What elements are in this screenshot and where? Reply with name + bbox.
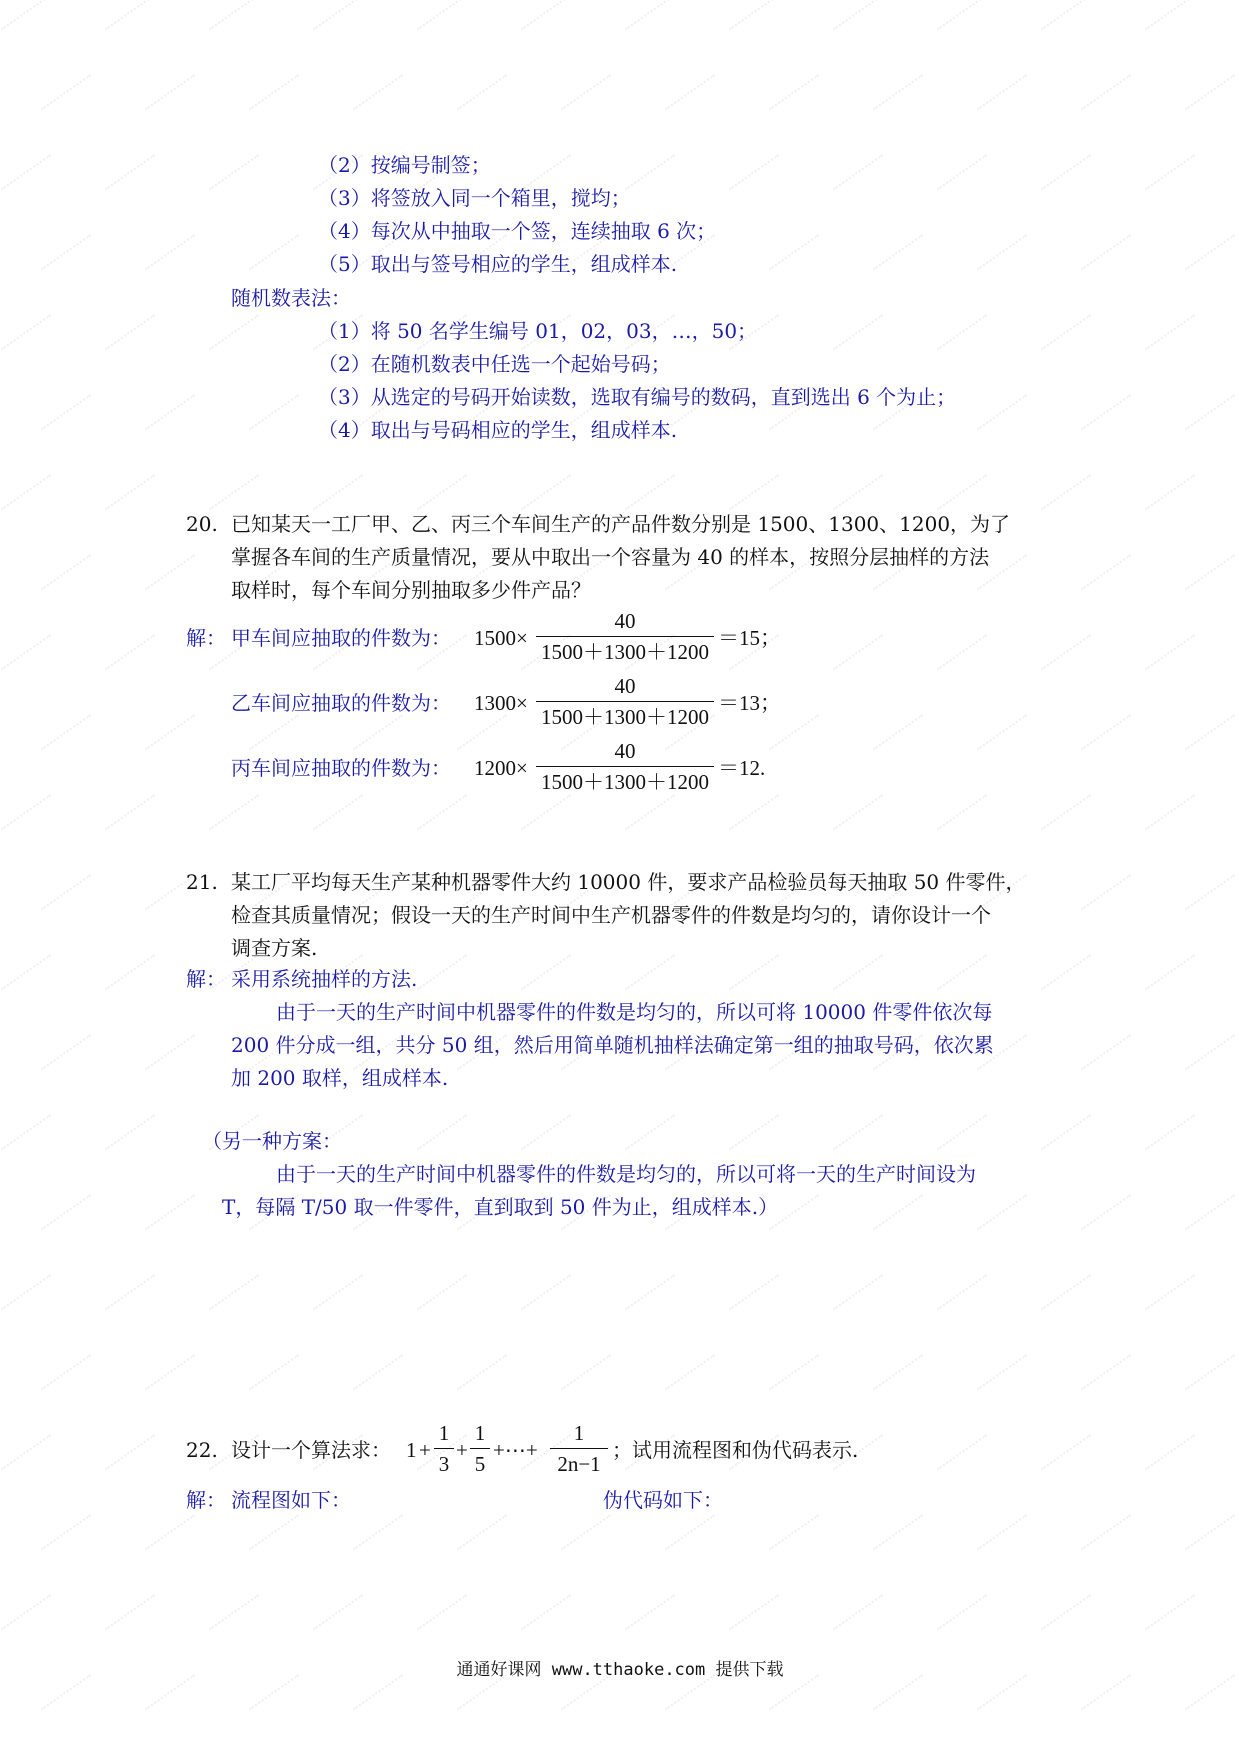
watermark-mark	[625, 794, 683, 842]
watermark-mark	[1, 1434, 59, 1482]
watermark-mark	[833, 794, 891, 842]
watermark-mark	[1185, 1514, 1240, 1562]
watermark-mark	[833, 154, 891, 202]
watermark-mark	[729, 1594, 787, 1642]
watermark-mark	[417, 1114, 475, 1162]
watermark-mark	[1185, 234, 1240, 282]
q20-row-3-fraction	[536, 736, 714, 797]
q20-row-1-fraction	[536, 606, 714, 667]
q20-row-3-denominator: 1500＋1300＋1200	[541, 770, 709, 794]
watermark-mark	[1041, 1274, 1099, 1322]
q22-fraction-1	[434, 1418, 454, 1479]
watermark-mark	[1081, 1194, 1139, 1242]
watermark-mark	[209, 794, 267, 842]
watermark-mark	[1081, 874, 1139, 922]
watermark-mark	[625, 1274, 683, 1322]
watermark-mark	[1081, 1034, 1139, 1082]
q20-row-1-factor: 1500×	[474, 626, 528, 650]
watermark-mark	[1081, 554, 1139, 602]
watermark-mark	[1, 1114, 59, 1162]
watermark-mark	[1185, 874, 1240, 922]
watermark-mark	[1041, 634, 1099, 682]
watermark-mark	[1041, 1114, 1099, 1162]
q22-solution-prefix: 解：	[186, 1488, 226, 1512]
watermark-mark	[457, 74, 515, 122]
watermark-mark	[145, 1354, 203, 1402]
random-step-2: （2）在随机数表中任选一个起始号码；	[318, 352, 671, 376]
lottery-step-4: （4）每次从中抽取一个签，连续抽取 6 次；	[318, 219, 717, 243]
q20-row-2-result: ＝13；	[718, 691, 781, 715]
watermark-mark	[1, 634, 59, 682]
watermark-mark	[457, 1354, 515, 1402]
watermark-mark	[1185, 74, 1240, 122]
q22-prompt: 设计一个算法求：	[231, 1438, 391, 1462]
watermark-mark	[625, 0, 683, 42]
watermark-mark	[977, 1514, 1035, 1562]
q22-term-one: 1	[406, 1438, 417, 1462]
watermark-mark	[353, 1514, 411, 1562]
watermark-mark	[1145, 1594, 1203, 1642]
q20-line-1: 已知某天一工厂甲、乙、丙三个车间生产的产品件数分别是 1500、1300、1200，为了	[231, 512, 1011, 536]
watermark-mark	[145, 1194, 203, 1242]
watermark-mark	[873, 1354, 931, 1402]
q20-row-2-fraction	[536, 671, 714, 732]
watermark-mark	[769, 1514, 827, 1562]
q20-row-2-denominator: 1500＋1300＋1200	[541, 705, 709, 729]
watermark-mark	[1145, 1114, 1203, 1162]
watermark-mark	[1041, 0, 1099, 42]
watermark-mark	[873, 234, 931, 282]
watermark-mark	[417, 954, 475, 1002]
q20-row-1-label: 甲车间应抽取的件数为：	[231, 626, 451, 650]
watermark-mark	[105, 794, 163, 842]
watermark-mark	[833, 0, 891, 42]
q22-fraction-2-numerator: 1	[474, 1421, 486, 1445]
watermark-mark	[1185, 1194, 1240, 1242]
watermark-mark	[1, 1594, 59, 1642]
watermark-mark	[873, 74, 931, 122]
watermark-mark	[145, 554, 203, 602]
q20-line-3: 取样时，每个车间分别抽取多少件产品？	[231, 578, 591, 602]
watermark-mark	[353, 74, 411, 122]
watermark-mark	[1145, 794, 1203, 842]
random-table-title: 随机数表法：	[231, 286, 351, 310]
watermark-mark	[249, 1674, 307, 1722]
watermark-mark	[313, 0, 371, 42]
watermark-mark	[417, 1274, 475, 1322]
watermark-mark	[145, 1034, 203, 1082]
q21-alt-line-2: T，每隔 T/50 取一件零件，直到取到 50 件为止，组成样本.）	[222, 1195, 779, 1219]
watermark-mark	[353, 1354, 411, 1402]
watermark-mark	[1, 1274, 59, 1322]
q20-row-1-result: ＝15；	[718, 626, 781, 650]
q21-solution-first: 采用系统抽样的方法.	[231, 967, 418, 991]
watermark-mark	[769, 714, 827, 762]
watermark-mark	[977, 714, 1035, 762]
watermark-mark	[1185, 1034, 1240, 1082]
watermark-mark	[313, 1594, 371, 1642]
watermark-mark	[417, 1594, 475, 1642]
watermark-mark	[665, 74, 723, 122]
q22-fraction-3-denominator: 2n−1	[557, 1452, 601, 1476]
q22-plus-1: +	[419, 1438, 431, 1462]
watermark-mark	[937, 1274, 995, 1322]
watermark-mark	[249, 1354, 307, 1402]
watermark-mark	[1081, 1354, 1139, 1402]
watermark-mark	[41, 1354, 99, 1402]
watermark-mark	[833, 1274, 891, 1322]
watermark-mark	[249, 234, 307, 282]
watermark-mark	[41, 1674, 99, 1722]
watermark-mark	[1145, 474, 1203, 522]
watermark-mark	[561, 1514, 619, 1562]
watermark-mark	[977, 1194, 1035, 1242]
q20-row-3-result: ＝12.	[718, 756, 766, 780]
watermark-mark	[729, 794, 787, 842]
q22-fraction-1-numerator: 1	[438, 1421, 450, 1445]
watermark-mark	[937, 634, 995, 682]
watermark-mark	[937, 1114, 995, 1162]
watermark-mark	[145, 74, 203, 122]
watermark-mark	[1081, 714, 1139, 762]
watermark-mark	[249, 74, 307, 122]
watermark-mark	[665, 1674, 723, 1722]
q20-row-2-numerator: 40	[614, 674, 636, 698]
watermark-mark	[561, 74, 619, 122]
watermark-mark	[41, 714, 99, 762]
lottery-step-2: （2）按编号制签；	[318, 153, 491, 177]
watermark-mark	[145, 394, 203, 442]
watermark-mark	[873, 1514, 931, 1562]
watermark-mark	[521, 0, 579, 42]
q20-row-2-factor: 1300×	[474, 691, 528, 715]
watermark-mark	[665, 1514, 723, 1562]
watermark-mark	[937, 954, 995, 1002]
watermark-mark	[1, 794, 59, 842]
random-step-3: （3）从选定的号码开始读数，选取有编号的数码，直到选出 6 个为止；	[318, 385, 957, 409]
q22-fraction-2	[470, 1418, 490, 1479]
watermark-mark	[457, 1514, 515, 1562]
watermark-mark	[313, 1274, 371, 1322]
watermark-mark	[625, 1114, 683, 1162]
watermark-mark	[977, 394, 1035, 442]
watermark-mark	[249, 394, 307, 442]
watermark-mark	[1041, 314, 1099, 362]
watermark-mark	[41, 234, 99, 282]
watermark-mark	[625, 954, 683, 1002]
q20-row-3-label: 丙车间应抽取的件数为：	[231, 756, 451, 780]
watermark-mark	[1, 474, 59, 522]
watermark-mark	[209, 1594, 267, 1642]
watermark-mark	[105, 314, 163, 362]
q21-alt-title: （另一种方案：	[202, 1129, 342, 1153]
q20-solution-prefix: 解：	[186, 626, 226, 650]
watermark-mark	[1145, 1274, 1203, 1322]
watermark-mark	[1185, 1674, 1240, 1722]
watermark-mark	[41, 1194, 99, 1242]
watermark-mark	[1145, 154, 1203, 202]
watermark-mark	[521, 1594, 579, 1642]
watermark-mark	[833, 1594, 891, 1642]
watermark-mark	[1145, 634, 1203, 682]
watermark-mark	[937, 154, 995, 202]
watermark-mark	[1185, 394, 1240, 442]
watermark-mark	[729, 1114, 787, 1162]
watermark-mark	[105, 634, 163, 682]
watermark-mark	[105, 1434, 163, 1482]
watermark-mark	[1041, 474, 1099, 522]
q21-solution-line-1: 由于一天的生产时间中机器零件的件数是均匀的，所以可将 10000 件零件依次每	[276, 1000, 993, 1024]
q20-row-3-numerator: 40	[614, 739, 636, 763]
q22-suffix: ；试用流程图和伪代码表示.	[612, 1438, 859, 1462]
watermark-mark	[769, 1674, 827, 1722]
watermark-mark	[937, 1594, 995, 1642]
q20-row-1-denominator: 1500＋1300＋1200	[541, 640, 709, 664]
watermark-mark	[1, 0, 59, 42]
watermark-mark	[977, 74, 1035, 122]
watermark-mark	[833, 954, 891, 1002]
watermark-mark	[1145, 314, 1203, 362]
watermark-mark	[1081, 74, 1139, 122]
watermark-mark	[105, 0, 163, 42]
watermark-mark	[521, 954, 579, 1002]
watermark-mark	[729, 1274, 787, 1322]
watermark-mark	[105, 1114, 163, 1162]
watermark-mark	[873, 1194, 931, 1242]
q22-flowchart-label: 流程图如下：	[231, 1488, 351, 1512]
q21-solution-line-2: 200 件分成一组，共分 50 组，然后用简单随机抽样法确定第一组的抽取号码，依次累	[231, 1033, 994, 1057]
q22-number: 22.	[186, 1438, 218, 1462]
watermark-mark	[145, 1674, 203, 1722]
watermark-mark	[1145, 0, 1203, 42]
watermark-mark	[417, 794, 475, 842]
watermark-mark	[1041, 1594, 1099, 1642]
watermark-mark	[873, 1674, 931, 1722]
watermark-mark	[417, 0, 475, 42]
watermark-mark	[1041, 154, 1099, 202]
q20-number: 20.	[186, 512, 218, 536]
q22-ellipsis: +⋯+	[493, 1438, 538, 1462]
q21-line-3: 调查方案.	[231, 936, 318, 960]
watermark-mark	[665, 1354, 723, 1402]
watermark-mark	[105, 154, 163, 202]
watermark-mark	[769, 1354, 827, 1402]
watermark-mark	[1081, 1514, 1139, 1562]
watermark-mark	[209, 0, 267, 42]
watermark-mark	[105, 1594, 163, 1642]
random-step-4: （4）取出与号码相应的学生，组成样本.	[318, 418, 678, 442]
q21-line-1: 某工厂平均每天生产某种机器零件大约 10000 件，要求产品检验员每天抽取 50 件零件，	[231, 870, 1026, 894]
watermark-mark	[105, 954, 163, 1002]
watermark-mark	[41, 74, 99, 122]
watermark-mark	[1081, 394, 1139, 442]
watermark-mark	[1, 954, 59, 1002]
q21-solution-line-3: 加 200 取样，组成样本.	[231, 1066, 449, 1090]
watermark-mark	[1, 154, 59, 202]
watermark-mark	[209, 1274, 267, 1322]
watermark-mark	[937, 314, 995, 362]
q20-line-2: 掌握各车间的生产质量情况，要从中取出一个容量为 40 的样本，按照分层抽样的方法	[231, 545, 990, 569]
watermark-mark	[625, 154, 683, 202]
watermark-mark	[249, 1514, 307, 1562]
watermark-mark	[105, 1274, 163, 1322]
watermark-mark	[145, 234, 203, 282]
watermark-mark	[937, 0, 995, 42]
page-footer: 通通好课网 www.tthaoke.com 提供下载	[456, 1660, 784, 1680]
q22-fraction-3	[550, 1418, 608, 1479]
watermark-mark	[1185, 1354, 1240, 1402]
watermark-mark	[977, 234, 1035, 282]
watermark-mark	[625, 1594, 683, 1642]
watermark-mark	[833, 1114, 891, 1162]
watermark-mark	[41, 554, 99, 602]
watermark-mark	[313, 794, 371, 842]
watermark-mark	[457, 1674, 515, 1722]
watermark-mark	[729, 0, 787, 42]
watermark-mark	[1185, 554, 1240, 602]
watermark-mark	[873, 714, 931, 762]
watermark-mark	[937, 1434, 995, 1482]
watermark-mark	[769, 234, 827, 282]
watermark-mark	[521, 794, 579, 842]
q22-pseudocode-label: 伪代码如下：	[603, 1488, 723, 1512]
q21-number: 21.	[186, 870, 218, 894]
q20-row-2-label: 乙车间应抽取的件数为：	[231, 691, 451, 715]
watermark-mark	[41, 1034, 99, 1082]
q21-alt-line-1: 由于一天的生产时间中机器零件的件数是均匀的，所以可将一天的生产时间设为	[276, 1162, 976, 1186]
watermark-mark	[209, 314, 267, 362]
watermark-mark	[521, 1274, 579, 1322]
watermark-mark	[937, 794, 995, 842]
watermark-mark	[209, 154, 267, 202]
watermark-mark	[977, 1674, 1035, 1722]
watermark-mark	[833, 634, 891, 682]
q20-row-3-factor: 1200×	[474, 756, 528, 780]
watermark-mark	[1041, 1434, 1099, 1482]
q22-fraction-3-numerator: 1	[573, 1421, 585, 1445]
watermark-mark	[561, 1354, 619, 1402]
watermark-mark	[1041, 794, 1099, 842]
watermark-mark	[41, 394, 99, 442]
watermark-mark	[41, 874, 99, 922]
q22-fraction-2-denominator: 5	[474, 1452, 486, 1476]
watermark-mark	[41, 1514, 99, 1562]
watermark-mark	[1145, 954, 1203, 1002]
q21-solution-prefix: 解：	[186, 967, 226, 991]
watermark-mark	[561, 1674, 619, 1722]
q20-row-1-numerator: 40	[614, 609, 636, 633]
q21-line-2: 检查其质量情况；假设一天的生产时间中生产机器零件的件数是均匀的，请你设计一个	[231, 903, 991, 927]
watermark-mark	[1081, 1674, 1139, 1722]
watermark-mark	[1145, 1434, 1203, 1482]
watermark-mark	[1185, 714, 1240, 762]
watermark-mark	[353, 1674, 411, 1722]
watermark-mark	[769, 74, 827, 122]
lottery-step-3: （3）将签放入同一个箱里，搅均；	[318, 186, 631, 210]
watermark-mark	[105, 474, 163, 522]
watermark-mark	[729, 154, 787, 202]
watermark-mark	[1081, 234, 1139, 282]
watermark-mark	[729, 954, 787, 1002]
lottery-step-5: （5）取出与签号相应的学生，组成样本.	[318, 252, 678, 276]
random-step-1: （1）将 50 名学生编号 01，02，03，…，50；	[318, 319, 758, 343]
watermark-mark	[145, 1514, 203, 1562]
watermark-mark	[833, 314, 891, 362]
q22-fraction-1-denominator: 3	[438, 1452, 450, 1476]
watermark-mark	[977, 1354, 1035, 1402]
watermark-mark	[1041, 954, 1099, 1002]
watermark-mark	[521, 1114, 579, 1162]
watermark-mark	[145, 714, 203, 762]
watermark-mark	[1, 314, 59, 362]
q22-plus-2: +	[456, 1438, 468, 1462]
